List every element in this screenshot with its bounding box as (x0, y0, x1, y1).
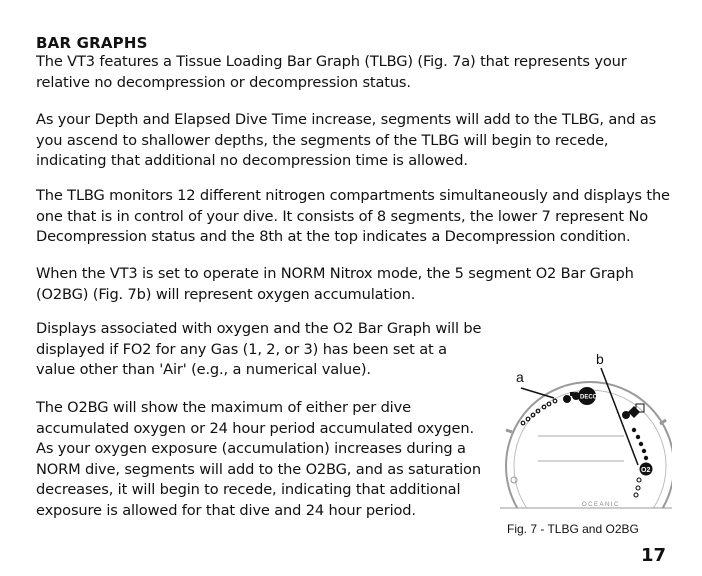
paragraph-o2bg-intro: When the VT3 is set to operate in NORM Nitrox mode, the 5 segment O2 Bar Graph (O2BG) (Fig. 7b) will represent oxygen accumulation. (36, 265, 634, 303)
paragraph-tlbg-depth: As your Depth and Elapsed Dive Time increase, segments will add to the TLBG, and as you ascend to shallower depths, the segments of the TLBG will begin to recede, indicating that additional no decompression time is allowed. (36, 111, 657, 169)
paragraph-tlbg-compartments: The TLBG monitors 12 different nitrogen compartments simultaneously and displays the one that is in control of your dive. It consists of 8 segments, the lower 7 represent No Decompression status and the 8th at the top indicates a Decompression condition. (36, 187, 670, 245)
paragraph-tlbg-intro: The VT3 features a Tissue Loading Bar Graph (TLBG) (Fig. 7a) that represents your relative no decompression or decompression status. (36, 53, 627, 91)
figure-caption: Fig. 7 - TLBG and O2BG (507, 522, 639, 536)
section-heading: BAR GRAPHS (36, 34, 148, 52)
page-number: 17 (640, 545, 666, 566)
fig7-display-illustration (496, 348, 672, 520)
callout-label-a: a (516, 369, 524, 385)
callout-line-b (601, 368, 638, 465)
paragraph-o2-displays: Displays associated with oxygen and the O2 Bar Graph will be displayed if FO2 for any Gas (1, 2, or 3) has been set at a value other than 'Air' (e.g., a numerical value). (36, 320, 482, 378)
paragraph-o2bg-accumulation: The O2BG will show the maximum of either per dive accumulated oxygen or 24 hour period accumulated oxygen. As your oxygen exposure (accumulation) increases during a NORM dive, segments will add to the O2BG, and as saturation decreases, it will begin to recede, indicating that additional exposure is allowed for that dive and 24 hour period. (36, 399, 481, 519)
deco-label: DECO (580, 394, 598, 401)
callout-label-b: b (596, 351, 604, 367)
o2-label: O2 (641, 467, 651, 474)
brand-text: OCEANIC (582, 502, 620, 508)
